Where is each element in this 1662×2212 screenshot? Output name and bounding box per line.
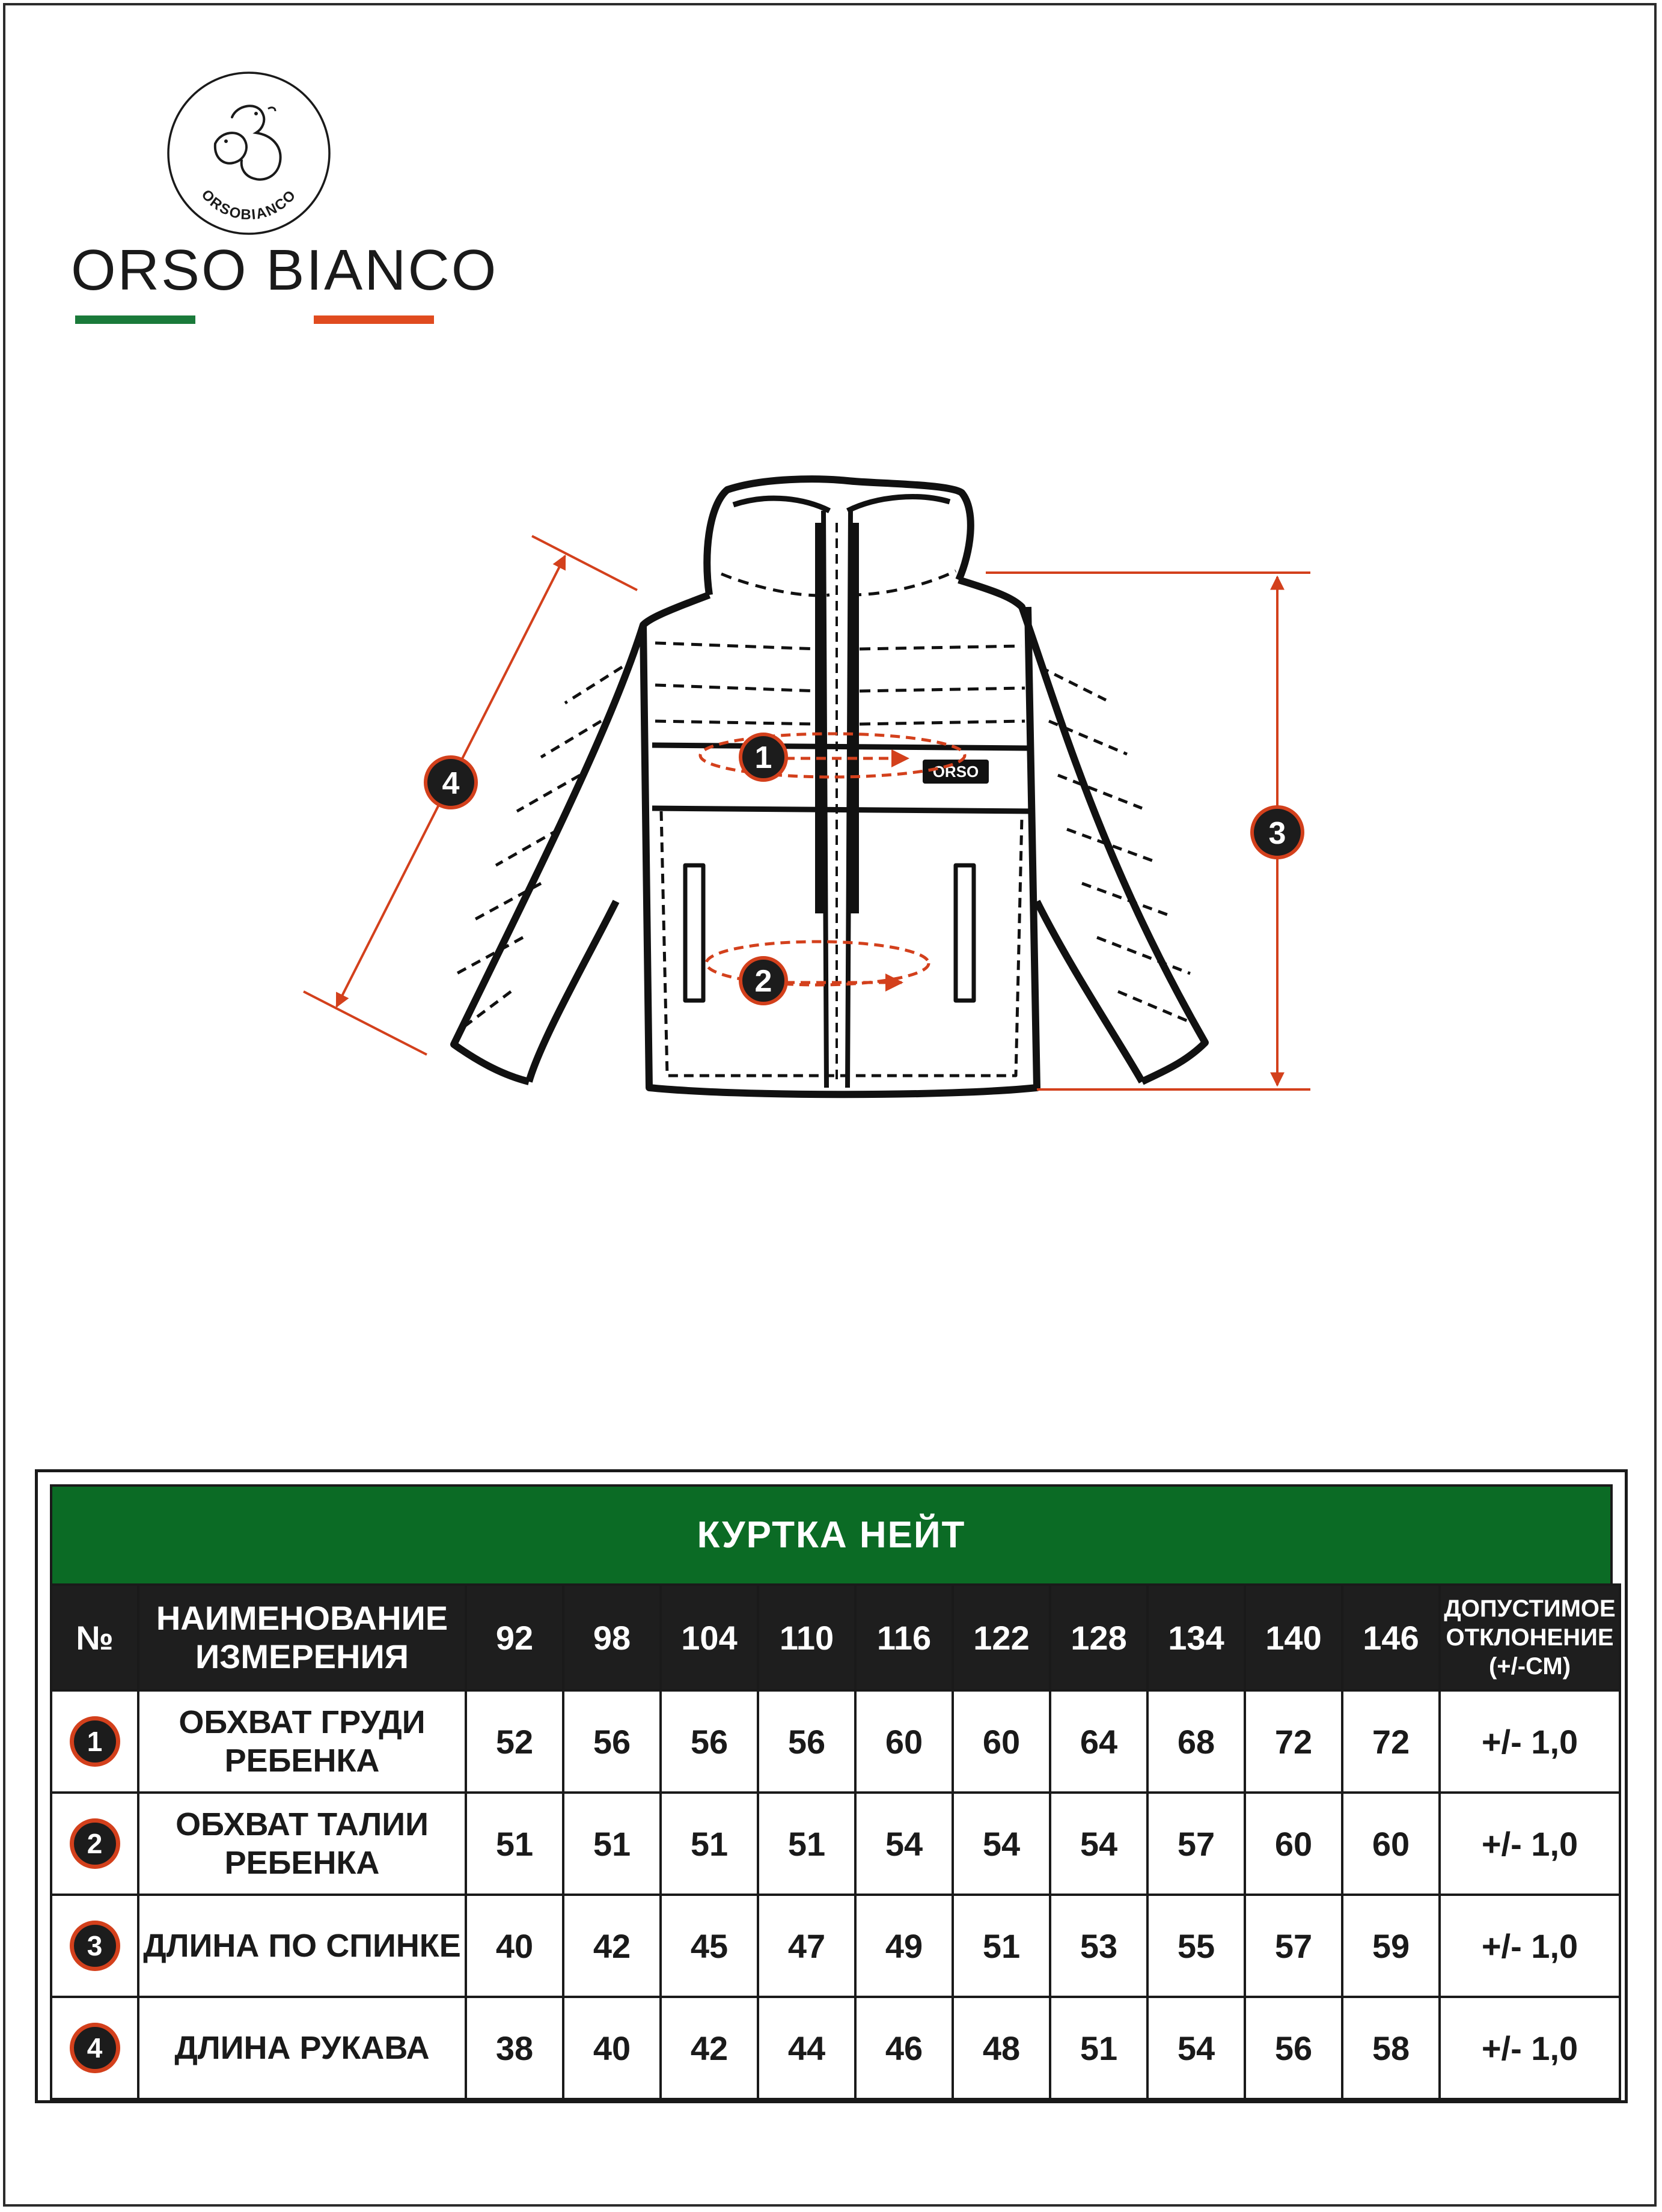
table-cell: 56 [661, 1690, 758, 1793]
header-name [138, 1585, 466, 1690]
jacket-diagram [289, 469, 1382, 1118]
header-name-line2: ИЗМЕРЕНИЯ [195, 1638, 409, 1675]
header-size: 110 [758, 1585, 855, 1690]
table-row [51, 1793, 1620, 1895]
row-name-line2: РЕБЕНКА [224, 1743, 380, 1779]
measure-waist [706, 942, 929, 1004]
row-name [138, 1793, 466, 1895]
brand-stripe-green [75, 315, 195, 324]
measure-sleeve-length [304, 536, 637, 1055]
table-cell: 51 [661, 1793, 758, 1895]
table-row [51, 1895, 1620, 1997]
row-number-cell [51, 1690, 138, 1793]
table-row [51, 1690, 1620, 1793]
emblem-text: ORSOBIANCO [198, 186, 300, 224]
table-cell: 44 [758, 1997, 855, 2099]
deviation-cell: +/- 1,0 [1440, 1793, 1620, 1895]
table-cell: 57 [1147, 1793, 1245, 1895]
table-cell: 52 [466, 1690, 563, 1793]
table-title: КУРТКА НЕЙТ [50, 1484, 1613, 1583]
size-table [35, 1469, 1628, 2103]
table-cell: 56 [563, 1690, 661, 1793]
header-size: 140 [1245, 1585, 1342, 1690]
table-cell: 51 [466, 1793, 563, 1895]
row-name-line2: РЕБЕНКА [224, 1845, 380, 1881]
row-name-line1: ДЛИНА РУКАВА [174, 2030, 430, 2066]
table-cell: 46 [855, 1997, 953, 2099]
row-name-line1: ОБХВАТ ГРУДИ [179, 1704, 426, 1740]
marker-2-label: 2 [754, 964, 772, 999]
deviation-cell: +/- 1,0 [1440, 1690, 1620, 1793]
table-cell: 60 [1245, 1793, 1342, 1895]
table-cell: 56 [758, 1690, 855, 1793]
row-name [138, 1997, 466, 2099]
table-cell: 40 [466, 1895, 563, 1997]
table-cell: 55 [1147, 1895, 1245, 1997]
table-cell: 45 [661, 1895, 758, 1997]
brand-name: ORSO BIANCO [71, 238, 498, 302]
row-number-cell [51, 1895, 138, 1997]
header-size: 128 [1050, 1585, 1147, 1690]
deviation-cell: +/- 1,0 [1440, 1895, 1620, 1997]
table-cell: 54 [1147, 1997, 1245, 2099]
header-size: 92 [466, 1585, 563, 1690]
marker-1-label: 1 [754, 740, 772, 775]
table-cell: 54 [1050, 1793, 1147, 1895]
header-size: 146 [1342, 1585, 1440, 1690]
chest-badge [923, 760, 989, 784]
badge-text: ORSO [932, 763, 979, 781]
table-cell: 51 [1050, 1997, 1147, 2099]
table-cell: 57 [1245, 1895, 1342, 1997]
table-cell: 42 [563, 1895, 661, 1997]
row-number-marker: 2 [70, 1818, 120, 1869]
table-cell: 60 [953, 1690, 1050, 1793]
table-cell: 54 [855, 1793, 953, 1895]
table-cell: 68 [1147, 1690, 1245, 1793]
header-deviation-line2: ОТКЛОНЕНИЕ [1446, 1624, 1614, 1651]
table-row [51, 1997, 1620, 2099]
table-cell: 72 [1245, 1690, 1342, 1793]
table-header-row [51, 1585, 1620, 1690]
table-cell: 38 [466, 1997, 563, 2099]
header-size: 134 [1147, 1585, 1245, 1690]
table-cell: 54 [953, 1793, 1050, 1895]
header-deviation [1440, 1585, 1620, 1690]
header-deviation-line1: ДОПУСТИМОЕ [1444, 1595, 1616, 1622]
row-number-marker: 3 [70, 1921, 120, 1971]
header-number: № [51, 1585, 138, 1690]
marker-3-label: 3 [1268, 816, 1286, 851]
table-cell: 40 [563, 1997, 661, 2099]
header-name-line1: НАИМЕНОВАНИЕ [156, 1599, 448, 1637]
row-name-line1: ДЛИНА ПО СПИНКЕ [143, 1928, 461, 1964]
bear-logo-icon [166, 70, 332, 236]
header-size: 98 [563, 1585, 661, 1690]
row-name [138, 1895, 466, 1997]
deviation-cell: +/- 1,0 [1440, 1997, 1620, 2099]
table-cell: 59 [1342, 1895, 1440, 1997]
table-cell: 42 [661, 1997, 758, 2099]
row-number-cell [51, 1793, 138, 1895]
row-number-marker: 1 [70, 1716, 120, 1767]
table-cell: 51 [953, 1895, 1050, 1997]
row-number-cell [51, 1997, 138, 2099]
row-number-marker: 4 [70, 2023, 120, 2073]
brand-stripe-red [314, 315, 434, 324]
table-cell: 51 [563, 1793, 661, 1895]
header-deviation-line3: (+/-СМ) [1488, 1653, 1571, 1680]
table-cell: 56 [1245, 1997, 1342, 2099]
table-cell: 72 [1342, 1690, 1440, 1793]
table-cell: 48 [953, 1997, 1050, 2099]
row-name-line1: ОБХВАТ ТАЛИИ [176, 1806, 429, 1842]
table-cell: 60 [855, 1690, 953, 1793]
table-cell: 49 [855, 1895, 953, 1997]
table-cell: 64 [1050, 1690, 1147, 1793]
header-size: 122 [953, 1585, 1050, 1690]
table-cell: 60 [1342, 1793, 1440, 1895]
table-cell: 47 [758, 1895, 855, 1997]
svg-text:ORSOBIANCO [198, 187, 300, 224]
row-name [138, 1690, 466, 1793]
table-cell: 58 [1342, 1997, 1440, 2099]
header-size: 104 [661, 1585, 758, 1690]
jacket-outline [454, 479, 1205, 1094]
measurements-table [50, 1583, 1621, 2100]
table-cell: 53 [1050, 1895, 1147, 1997]
marker-4-label: 4 [442, 766, 460, 801]
header-size: 116 [855, 1585, 953, 1690]
table-cell: 51 [758, 1793, 855, 1895]
